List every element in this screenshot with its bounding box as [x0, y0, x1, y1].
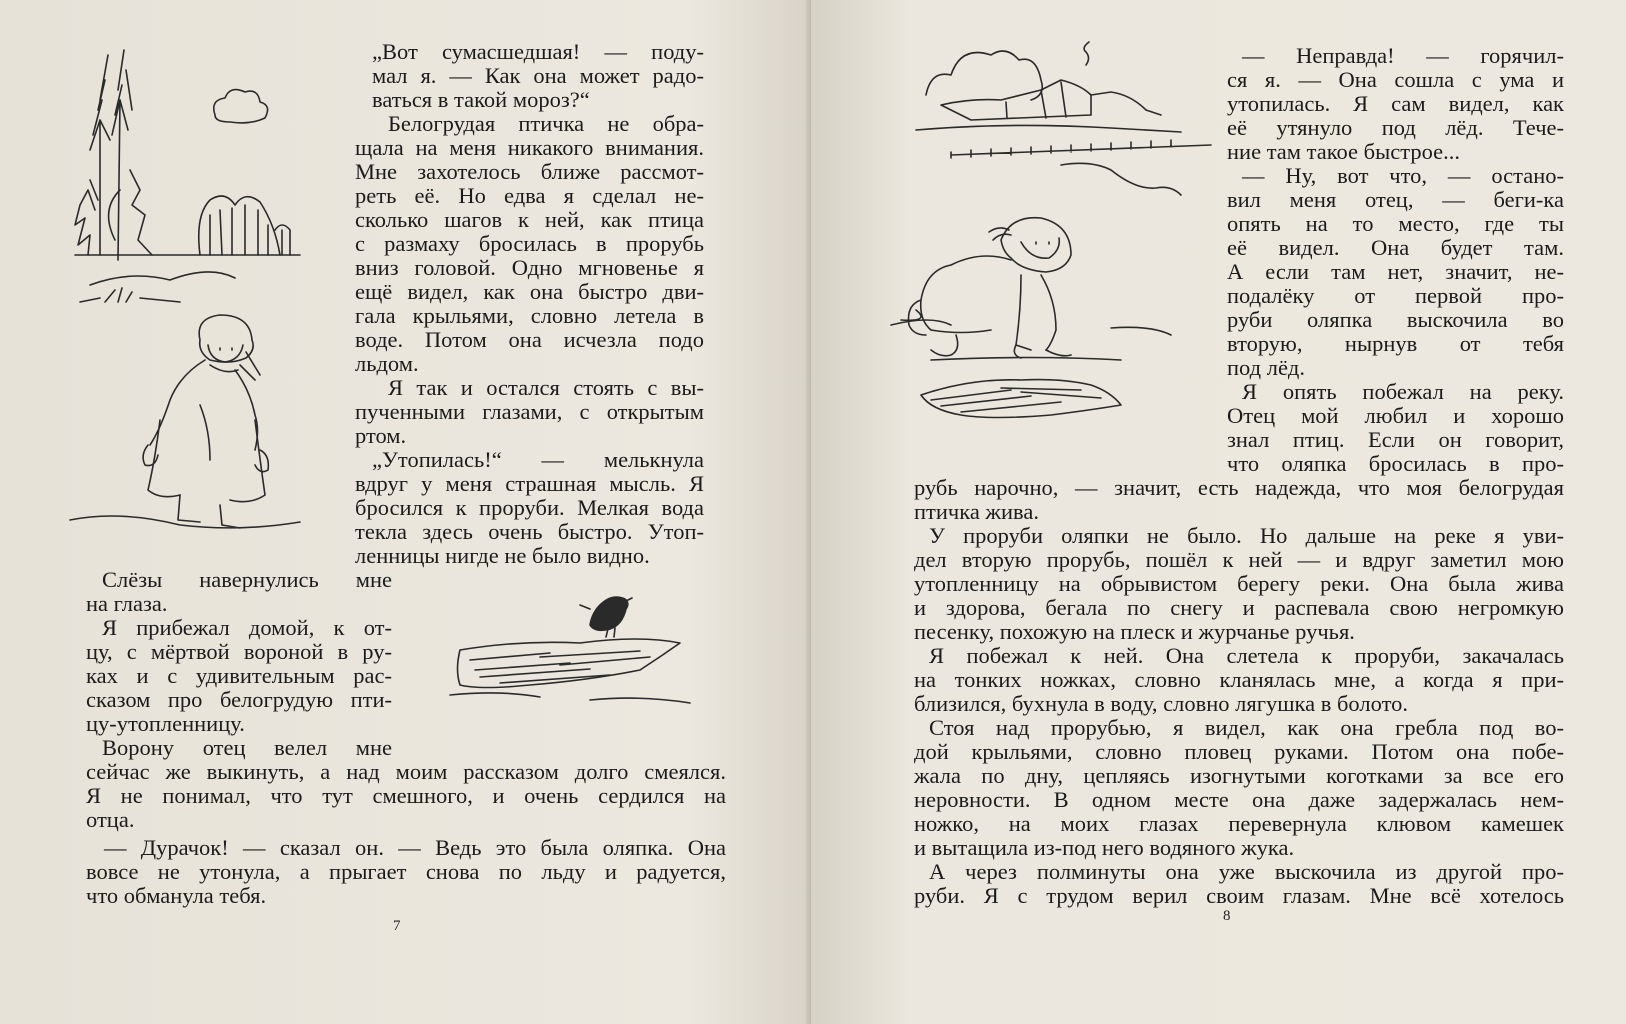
text-line: руби оляпка выскочила во [1227, 307, 1564, 332]
text-line: Отец мой любил и хорошо [1227, 403, 1564, 428]
text-line: — Ну, вот что, — остано- [1242, 163, 1564, 188]
text-line: опять на то место, где ты [1227, 211, 1564, 236]
text-line: реть её. Но едва я сделал не- [355, 183, 704, 208]
text-line: вовсе не утонула, а прыгает снова по льду и радуется, [86, 859, 726, 884]
text-line: птичка жива. [914, 499, 1039, 524]
text-line: на тонких ножках, словно кланялась мне, а когда я при- [914, 667, 1564, 692]
text-line: Стоя над прорубью, я видел, как она гребла под во- [929, 715, 1564, 740]
text-line: Слёзы навернулись мне [102, 567, 392, 592]
text-line: „Утопилась!“ — мелькнула [372, 447, 704, 472]
text-line: вторую, нырнув от тебя [1227, 331, 1564, 356]
text-line: песенку, похожую на плеск и журчанье ручья. [914, 619, 1355, 644]
text-line: Я прибежал домой, к от- [102, 615, 392, 640]
text-line: что обманула тебя. [86, 883, 267, 908]
text-line: пученными глазами, с открытым [355, 399, 704, 424]
text-line: Я опять побежал на реку. [1242, 379, 1564, 404]
text-line: и здорова, бегала по снегу и распевала свою негромкую [914, 595, 1564, 620]
text-line: ленницы нигде не было видно. [355, 543, 650, 568]
text-line: Я не понимал, что тут смешного, и очень сердился на [86, 783, 726, 808]
text-line: рубь нарочно, — значит, есть надежда, что моя белогрудая [914, 475, 1564, 500]
text-line: и вытащила из-под него водяного жука. [914, 835, 1295, 860]
text-line: гала крыльями, словно летела в [355, 303, 704, 328]
text-line: дел вторую прорубь, пошёл к ней — и вдруг заметил мою [914, 547, 1564, 572]
text-line: ках и с удивительным рас- [86, 663, 392, 688]
text-line: вдруг у меня страшная мысль. Я [355, 471, 704, 496]
page-number-left: 7 [393, 918, 401, 934]
text-line: Я так и остался стоять с вы- [388, 375, 704, 400]
text-line: мал я. — Как она может радо- [372, 63, 704, 88]
text-line: Мне захотелось ближе рассмот- [355, 159, 704, 184]
text-line: цу-утопленницу. [86, 711, 245, 736]
text-line: „Вот сумасшедшая! — поду- [372, 39, 704, 64]
page-number-right: 8 [1223, 908, 1231, 924]
text-line: отца. [86, 807, 135, 832]
text-line: ваться в такой мороз?“ [372, 87, 590, 112]
text-line: Ворону отец велел мне [102, 735, 392, 760]
text-line: близился, бухнула в воду, словно лягушка в болото. [914, 691, 1408, 716]
text-line: ещё видел, как она быстро дви- [355, 279, 704, 304]
text-line: утопленницу на обрывистом берегу реки. Она была жива [914, 571, 1564, 596]
text-line: подалёку от первой про- [1227, 283, 1564, 308]
text-line: щала на меня никакого внимания. [355, 135, 704, 160]
text-line: дой крыльями, словно пловец руками. Потом она побе- [914, 739, 1564, 764]
text-line: — Неправда! — горячил- [1242, 43, 1564, 68]
child-crawling-on-snow-illustration [871, 210, 1201, 440]
text-line: ние там такое быстрое... [1227, 139, 1460, 164]
text-line: её видел. Она будет там. [1227, 235, 1564, 260]
text-line: льдом. [355, 351, 419, 376]
text-line: сколько шагов к ней, как птица [355, 207, 704, 232]
text-line: А через полминуты она уже выскочила из другой про- [929, 859, 1564, 884]
text-line: ся я. — Она сошла с ума и [1227, 67, 1564, 92]
text-line: знал птиц. Если он говорит, [1227, 427, 1564, 452]
text-line: А если там нет, значит, не- [1227, 259, 1564, 284]
text-line: неровности. В одном месте она даже задержалась нем- [914, 787, 1564, 812]
text-line: Я побежал к ней. Она слетела к проруби, закачалась [929, 643, 1564, 668]
text-line: сейчас же выкинуть, а над моим рассказом долго смеялся. [86, 759, 726, 784]
text-line: вниз головой. Одно мгновенье я [355, 255, 704, 280]
text-line: ножко, на моих глазах перевернула клювом камешек [914, 811, 1564, 836]
text-line: с размаху бросилась в прорубь [355, 231, 704, 256]
text-line: жала по дну, цепляясь изогнутыми коготками за все его [914, 763, 1564, 788]
text-line: вил меня отец, — беги-ка [1227, 187, 1564, 212]
dipper-bird-on-ice-illustration [440, 585, 710, 735]
text-line: на глаза. [86, 591, 168, 616]
text-line: У проруби оляпки не было. Но дальше на реке я уви- [929, 523, 1564, 548]
text-line: текла здесь очень быстро. Утоп- [355, 519, 704, 544]
text-line: цу, с мёртвой вороной в ру- [86, 639, 392, 664]
text-line: — Дурачок! — сказал он. — Ведь это была оляпка. Она [104, 835, 726, 860]
village-house-landscape-illustration [911, 40, 1211, 210]
left-page [0, 0, 811, 1024]
text-line: руби. Я с трудом верил своим глазам. Мне всё хотелось [914, 883, 1564, 908]
text-line: утопилась. Я сам видел, как [1227, 91, 1564, 116]
text-line: под лёд. [1227, 355, 1306, 380]
forest-landscape-illustration [60, 40, 320, 310]
child-in-winter-coat-illustration [60, 310, 360, 550]
text-line: бросился к проруби. Мелкая вода [355, 495, 704, 520]
text-line: сказом про белогрудую пти- [86, 687, 392, 712]
text-line: её утянуло под лёд. Тече- [1227, 115, 1564, 140]
text-line: ртом. [355, 423, 407, 448]
text-line: воде. Потом она исчезла подо [355, 327, 704, 352]
text-line: Белогрудая птичка не обра- [388, 111, 704, 136]
right-page [811, 0, 1626, 1024]
text-line: что оляпка бросилась в про- [1227, 451, 1564, 476]
